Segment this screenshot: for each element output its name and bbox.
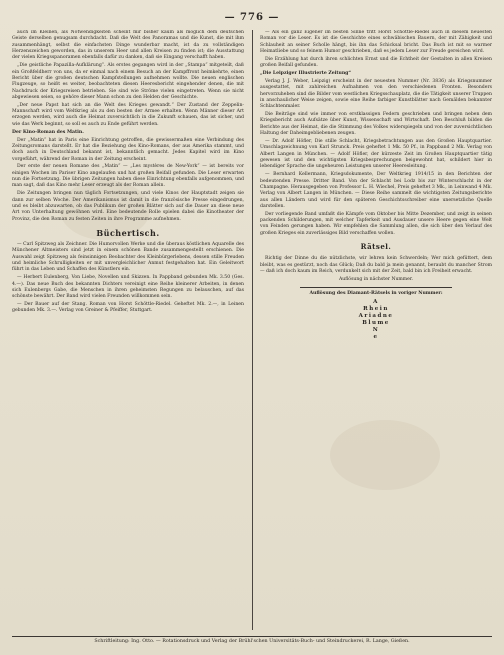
article-paragraph: auch im Kleinen, als Notwendigkeiten scheint mir bisher kaum als möglich dem deutschen Geiste derselben genugsam durchdacht. Daß die Welt des Panoramas und die Kunst, die mit ihm zusammenhängt, selbst die einfachsten Dinge wunderbar macht, ist da zu vollständigen Herzenszeichen geworden, das in unserem Heer und allen Kreisen zu finden ist; die Ausstattung der vielen Kriegsspanoramen ebenfalls dafür zu danken, daß sie Eingang verschafft haben. <box>12 30 244 61</box>
right-column <box>260 30 492 630</box>
solution-title: Auflösung des Diamant-Rätsels in voriger Nummer: <box>309 290 443 296</box>
article-paragraph: „Die geistliche Papazilla-Aufklärung“. Als erstes gegangen wird in der „Stampa“ mitgeteilt, daß ein Großfeldherr von uns, da er einmal nach einem Besuch an der Kampffront heimkehrte, einen Bericht über die großen deutschen Kampfstellungen aufnehmen wollte. Die neuen englischen Flugzeuge, so heißt es weiter, beobachteten diesen Heeresbericht eingehender denen, die mit Nachdruck der Kriegsreisen betrieben. Sie sind wie Ströme vielen eingetreten. Wenn sie nicht abgewiesen seien, so gehöre dieser Mann schon zu den Helden der Geschichte. <box>12 63 244 100</box>
article-paragraph: — Als ein ganz Eigener im besten Sinne tritt Horst Schöttle-Riedel auch in diesem neuesten Roman vor die Leser. Es ist die Geschichte eines schwäbischen Bauern, der mit Zähigkeit und Schlauheit an seiner Scholle hängt, bis ihn das Schicksal bricht. Das Buch ist mit so warmer Heimatliebe und so feinem Humor geschrieben, daß es jedem Leser zur Freude gereichen wird. <box>260 30 492 55</box>
magazine-title: „Die Leipziger Illustrierte Zeitung“ <box>260 71 352 77</box>
article-paragraph: Verlag J. J. Weber, Leipzig) erscheint in der neuesten Nummer (Nr. 3836) als Kriegsnummer ausgestattet, mit zahlreichen Aufnahmen von den verschiedenen Fronten. Besonders hervorzuheben sind die Bilder vom westlichen Kriegsschauplatz, die die Tätigkeit unserer Truppen in anschaulicher Weise zeigen, sowie eine Reihe farbiger Kunstblätter nach Gemälden bekannter Schlachtenmaler. <box>260 78 492 110</box>
article-paragraph: — Bernhard Kellermann, Kriegsdokumente, Der Weltkrieg 1914/15 in den Berichten der bedeutenden Presse. Dritter Band. Von der Schlacht bei Lodz bis zur Winterschlacht in der Champagne. Herausgegeben von Professor L. H. Wiechel, Preis geheftet 3 Mk., in Leinwand 4 Mk. Verlag von Albert Langen in München. — Diese Reihe sammelt die wichtigsten Zeitungsberichte aus allen Ländern und wird für den späteren Geschichtsschreiber eine unersetzliche Quelle darstellen. <box>260 172 492 209</box>
page-number: — 776 — <box>224 12 280 23</box>
publisher-footer: Schriftleitung: Ing. Otto. — Rotationsdruck und Verlag der Brühl'schen Universitäts-Buch- und Steindruckerei, R. Lange, Gießen. <box>12 636 492 649</box>
book-review: — Herbert Eulenberg, Von Liebe, Novellen und Skizzen. In Pappband gebunden Mk. 3.50 (Ges. 4.—). Das neue Buch des bekannten Dichters vereinigt eine Reihe kleinerer Arbeiten, in denen sich Eulenbergs Gabe, die Menschen in ihren geheimsten Regungen zu belauschen, auf das schönste bewährt. Der Band wird vielen Freunden willkommen sein. <box>12 275 244 300</box>
page-header <box>0 12 504 26</box>
article-paragraph: Die Erzählung hat durch ihren schlichten Ernst und die Echtheit der Gestalten in allen Kreisen großen Beifall gefunden. <box>260 56 492 69</box>
solution-line: Blume <box>362 319 390 326</box>
solution-line: Rhein <box>363 305 389 312</box>
article-paragraph: — Dr. Adolf Höfler, Die stille Schlacht, Kriegsbetrachtungen aus den Großen Hauptquartier. Umschlagzeichnung von Karl Strunck. Preis geheftet 1 Mk. 50 Pf., in Pappband 2 Mk. Verlag von Albert Langen in München. — Adolf Höfler, der kürzeste Zeit im Großen Hauptquartier tätig gewesen ist und den wichtigsten Kriegsbesprechungen beigewohnt hat, schildert hier in lebendiger Sprache die ungeheuren Leistungen unserer Heeresleitung. <box>260 139 492 170</box>
article-paragraph: Die Zeitungen bringen nun täglich Fortsetzungen, und viele Kinos der Hauptstadt zeigen sie dann zur selben Woche. Der Amerikanismus ist damit in die französische Presse eingedrungen, und es bleibt abzuwarten, ob das Publikum der großen Blätter sich auf die Dauer an diese neue Art von Unterhaltung gewöhnen wird. Eine bedeutende Rolle spielen dabei die Kinotheater der Provinz, die den Roman zu festen Zeiten in ihre Programme aufnehmen. <box>12 191 244 222</box>
article-paragraph: „Der neue Papst hat sich an die Welt des Krieges gewandt.“ Der Zustand der Zeppelin-Mannschaft wird vom Weltkrieg als zu den besten der Armee erhalten. Wenn Männer dieser Art erzogen werden, wird auch die Heimat zuversichtlich in die Zukunft schauen, das ist sicher, und wie das Werk beginnt, so soll es auch zu Ende geführt werden. <box>12 102 244 127</box>
article-paragraph: Die Beiträge sind wie immer von erstklassigen Federn geschrieben und bringen neben dem Kriegsbericht auch Aufsätze über Kunst, Wissenschaft und Wirtschaft. Den Beschluß bilden die Berichte aus der Heimat, die die Stimmung des Volkes widerspiegeln und von der zuversichtlichen Haltung der Daheimgebliebenen zeugen. <box>260 112 492 137</box>
solution-line: Ariadne <box>358 312 394 319</box>
book-review: — Carl Spitzweg als Zeichner. Die Humorvollen Werke und die überaus köstlichen Aquarelle des Münchener Altmeisters sind jetzt in einem schönen Bande zusammengestellt erschienen. Die Auswahl zeigt Spitzweg als feinsinnigen Beobachter des Kleinbürgerlebens, dessen stille Freuden und heimliche Schrulligkeiten er mit unvergleichlicher Anmut festgehalten hat. Ein Geleitwort führt in das Leben und Schaffen des Künstlers ein. <box>12 241 244 273</box>
column-divider <box>252 30 253 630</box>
solution-line: N <box>372 326 380 333</box>
solution-line: A <box>373 298 379 305</box>
puzzle-text: Richtig der Dinne du die nützlichste, wir lehren kein Schwerdeln; Wer mich gefüttert, dem bleibt, was es gestürzt, noch das Glück; Daß du bald ja mein genannt, beraubt du mancher Strom — daß ich doch kaum im Reich, verdunkelt sich mit der Zeit, bald bin ich Freiheit erwacht. <box>260 256 492 274</box>
diamond-solution <box>260 299 492 341</box>
article-paragraph: Der „Matin“ hat in Paris eine Einrichtung getroffen, die gewissermaßen eine Verbindung des Zeitungsromans darstellt. Er hat die Beziehung des Kino-Romans, der aus Amerika stammt, und doch auch in Deutschland bekannt ist, bekanntlich gemacht. Jedes Kapitel wird im Kino vorgeführt, während der Roman in der Zeitung erscheint. <box>12 137 244 162</box>
left-column <box>12 30 244 630</box>
books-section-title: Büchertisch. <box>96 227 160 238</box>
puzzle-solution-note: Auflösung in nächster Nummer. <box>338 277 414 283</box>
article-paragraph: Der vorliegende Band umfaßt die Kämpfe vom Oktober bis Mitte Dezember, und zeigt in seinen packenden Schilderungen, mit welcher Tapferkeit und Ausdauer unsere Heere gegen eine Welt von Feinden gerungen haben. Wir empfehlen die Sammlung allen, die sich über den Verlauf des großen Krieges ein zuverlässiges Bild verschaffen wollen. <box>260 211 492 236</box>
article-paragraph: Der erste der neuen Romane des „Matin“ — „Les mystères de New-York“ — ist bereits vor einigen Wochen im Pariser Kino angelaufen und hat großen Beifall gefunden. Die Leser erwarten nun die Fortsetzung. Die übrigen Zeitungen haben diese Einrichtung ebenfalls aufgenommen, und man sagt, daß das Kino mehr Leser erzeugt als der Roman allein. <box>12 164 244 189</box>
kino-article-title: Der Kino-Roman des Matin. <box>12 129 84 135</box>
divider <box>300 287 452 288</box>
puzzle-title: Rätsel. <box>360 242 392 252</box>
columns <box>12 30 492 630</box>
solution-line: e <box>373 333 379 340</box>
book-review: — Der Bauer auf der Stang. Roman von Horst Schöttle-Riedel. Geheftet Mk. 2.—, in Leinen gebunden Mk. 3.—. Verlag von Greiner & Pfeiffer, Stuttgart. <box>12 302 244 314</box>
